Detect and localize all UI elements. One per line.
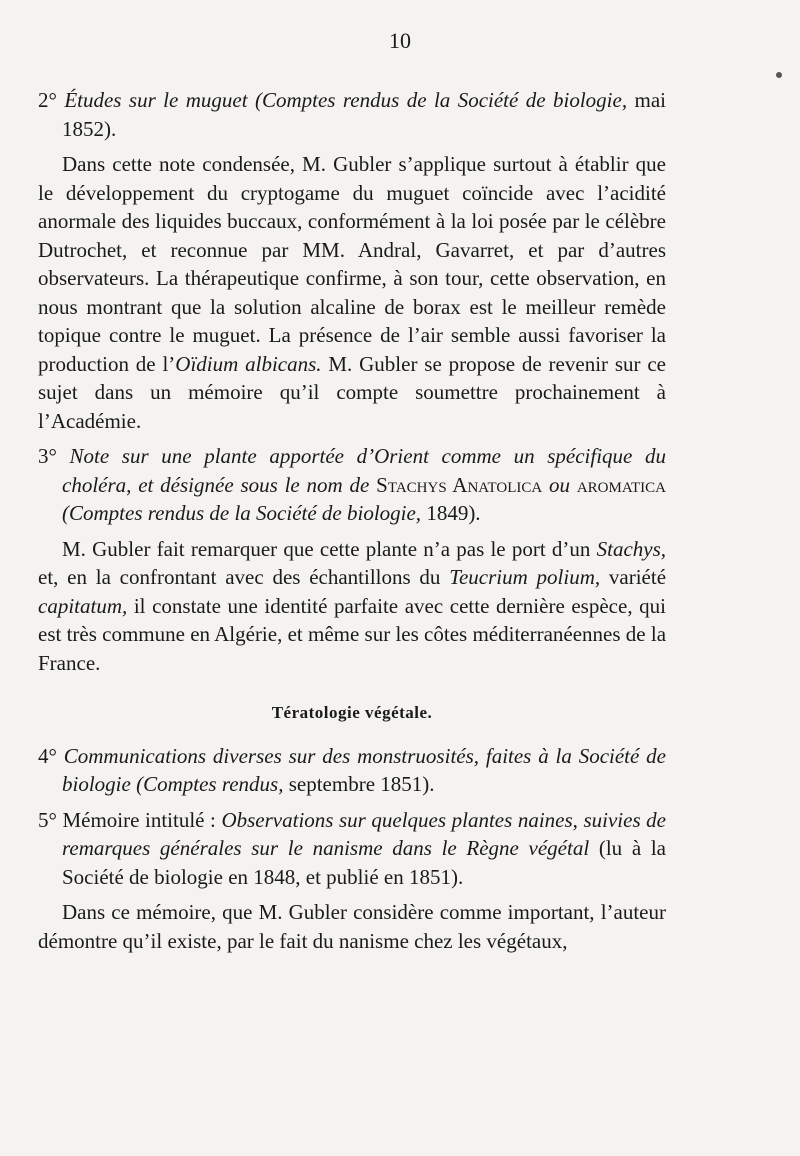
- paragraph-2: [38, 535, 666, 678]
- item-2-title-end: mai 1852).: [62, 88, 666, 141]
- item-3-source: (Comptes rendus de la Société de biologie,: [62, 501, 422, 525]
- paragraph-2-stachys: Stachys,: [596, 536, 667, 561]
- item-5-number: 5°: [38, 807, 57, 832]
- item-4: [38, 742, 666, 799]
- item-3-title: Note sur une plante apportée d’Orient comme un spécifique du choléra, et désignée sous le nom de: [62, 444, 666, 497]
- item-2: [38, 86, 666, 143]
- item-5-intro: Mémoire intitulé :: [62, 807, 216, 832]
- paragraph-2-a: M. Gubler fait remarquer que cette plante n’a pas le port d’un: [62, 536, 591, 561]
- item-3-species-2: aromatica: [576, 472, 667, 497]
- item-4-source: (Comptes rendus,: [136, 772, 284, 796]
- paragraph-2-b: et, en la confrontant avec des échantillons du: [38, 565, 441, 589]
- item-3-ou: ou: [549, 472, 571, 497]
- item-3: [38, 442, 666, 528]
- item-4-date: septembre 1851).: [288, 772, 435, 796]
- paragraph-3: Dans ce mémoire, que M. Gubler considère comme important, l’auteur démontre qu’il existe, par le fait du nanisme chez les végétaux,: [38, 900, 666, 953]
- item-3-number: 3°: [38, 444, 57, 468]
- item-3-year: 1849).: [426, 501, 481, 525]
- item-5: [38, 806, 666, 892]
- item-3-species: Stachys Anatolica: [376, 472, 543, 497]
- paragraph-1: [38, 150, 666, 435]
- item-4-number: 4°: [38, 743, 57, 768]
- paragraph-1-text: Dans cette note condensée, M. Gubler s’applique surtout à établir que le développement du cryptogame du muguet coïncide avec l’acidité anormale des liquides buccaux, conformément à la loi posée par le célèbre Dutrochet, et reconnue par MM. Andral, Gavarret, et par d’autres observateurs. La thérapeutique confirme, à son tour, cette observation, en nous montrant que la solution alcaline de borax est le meilleur remède topique contre le muguet. La présence de l’air semble aussi favoriser la production de l’: [38, 152, 666, 376]
- page-number: 10: [389, 28, 411, 53]
- paragraph-2-d: il constate une identité parfaite avec cette dernière espèce, qui est très commune en Algérie, et même sur les côtes méditerranéennes de la France.: [38, 593, 667, 675]
- item-5-end: (lu à la Société de biologie en 1848, et publié en 1851).: [62, 836, 666, 889]
- item-4-title: Communications diverses sur des monstruosités, faites à la Société de biologie: [62, 743, 667, 796]
- item-2-number: 2°: [38, 88, 57, 112]
- item-5-title: Observations sur quelques plantes naines, suivies de remarques générales sur le nanisme dans le Règne végétal: [62, 807, 667, 860]
- paragraph-2-teucrium: Teucrium polium,: [449, 565, 601, 589]
- paragraph-2-capitatum: capitatum,: [38, 593, 128, 618]
- ink-dot: [776, 72, 782, 78]
- section-heading: Tératologie végétale.: [271, 703, 433, 722]
- body-text: [38, 86, 666, 962]
- paragraph-1-italic: Oïdium albicans.: [175, 351, 322, 376]
- paragraph-1-end: M. Gubler se propose de revenir sur ce sujet dans un mémoire qu’il compte soumettre prochainement à l’Académie.: [38, 351, 666, 433]
- item-2-title: Études sur le muguet (Comptes rendus de la Société de biologie,: [64, 88, 628, 112]
- paragraph-2-c: variété: [608, 565, 667, 589]
